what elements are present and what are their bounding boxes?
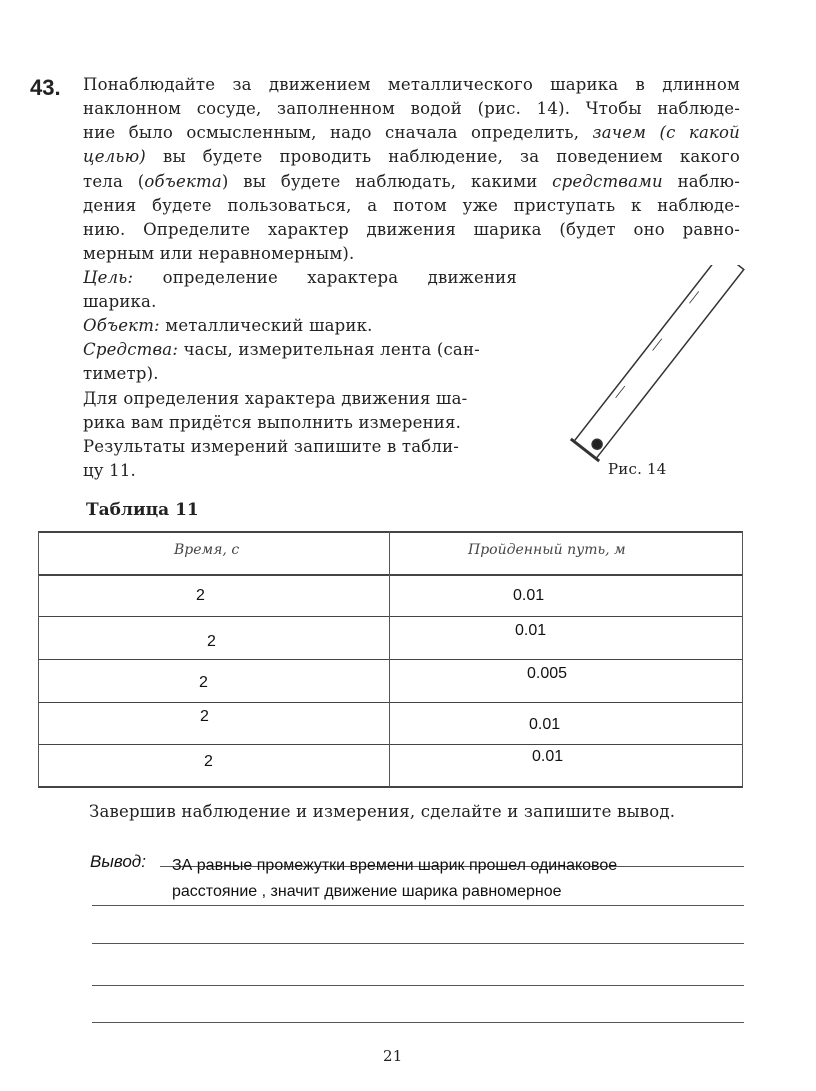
means-text: часы, измерительная лента (сан- <box>183 340 480 359</box>
conclusion-text[interactable]: ЗА равные промежутки времени шарик прошел одинаковое <box>172 857 618 874</box>
object-text: металлический шарик. <box>165 316 373 335</box>
object-line <box>83 316 373 335</box>
cell-distance: 0.01 <box>513 587 545 604</box>
text: наблю- <box>662 172 740 191</box>
means-line: тиметр). <box>83 364 159 383</box>
intro-line: дения будете пользоваться, а потом уже приступать к наблюде- <box>83 196 740 215</box>
conclusion-text[interactable]: расстояние , значит движение шарика равномерное <box>172 883 562 900</box>
cell-time: 2 <box>200 708 209 725</box>
measure-line: Для определения характера движения ша- <box>83 389 468 408</box>
means-line <box>83 340 480 359</box>
page-number: 21 <box>383 1047 403 1065</box>
cell-time: 2 <box>207 633 216 650</box>
intro-line <box>83 172 740 191</box>
italic-text: средствами <box>552 172 663 191</box>
italic-text: объекта <box>144 172 222 191</box>
cell-time: 2 <box>204 753 213 770</box>
intro-line <box>83 147 740 166</box>
text: ) вы будете наблюдать, какими <box>221 172 553 191</box>
cell-time: 2 <box>199 674 208 691</box>
cell-distance: 0.005 <box>527 665 568 682</box>
cell-time: 2 <box>196 587 205 604</box>
header-time: Время, с <box>174 542 240 558</box>
goal-line <box>83 268 517 287</box>
measure-line: Результаты измерений запишите в табли- <box>83 437 460 456</box>
text: ние было осмысленным, надо сначала определить, <box>83 123 593 142</box>
italic-text: зачем (с какой <box>592 123 741 142</box>
cell-distance: 0.01 <box>532 748 564 765</box>
text: вы будете проводить наблюдение, за поведением какого <box>145 147 740 166</box>
table-title: Таблица 11 <box>86 500 199 520</box>
goal-line: шарика. <box>83 292 157 311</box>
goal-text: определение характера движения <box>162 268 517 287</box>
text: тела ( <box>83 172 145 191</box>
intro-line <box>83 123 740 142</box>
conclusion-prompt: Завершив наблюдение и измерения, сделайте и запишите вывод. <box>89 802 676 821</box>
intro-line: Понаблюдайте за движением металлического шарика в длинном <box>83 75 740 94</box>
italic-text: целью) <box>83 147 146 166</box>
measure-line: цу 11. <box>83 461 137 480</box>
task-number: 43. <box>30 75 61 100</box>
means-label: Средства: <box>83 340 179 359</box>
intro-line: мерным или неравномерным). <box>83 244 355 263</box>
header-distance: Пройденный путь, м <box>468 542 626 558</box>
inclined-tube-figure <box>540 265 750 475</box>
cell-distance: 0.01 <box>515 622 547 639</box>
conclusion-label: Вывод: <box>90 852 146 871</box>
cell-distance: 0.01 <box>529 716 561 733</box>
goal-label: Цель: <box>83 268 134 287</box>
measure-line: рика вам придётся выполнить измерения. <box>83 413 462 432</box>
intro-line: нию. Определите характер движения шарика (будет оно равно- <box>83 220 740 239</box>
figure-caption: Рис. 14 <box>608 460 667 478</box>
intro-line: наклонном сосуде, заполненном водой (рис. 14). Чтобы наблюде- <box>83 99 740 118</box>
object-label: Объект: <box>83 316 160 335</box>
